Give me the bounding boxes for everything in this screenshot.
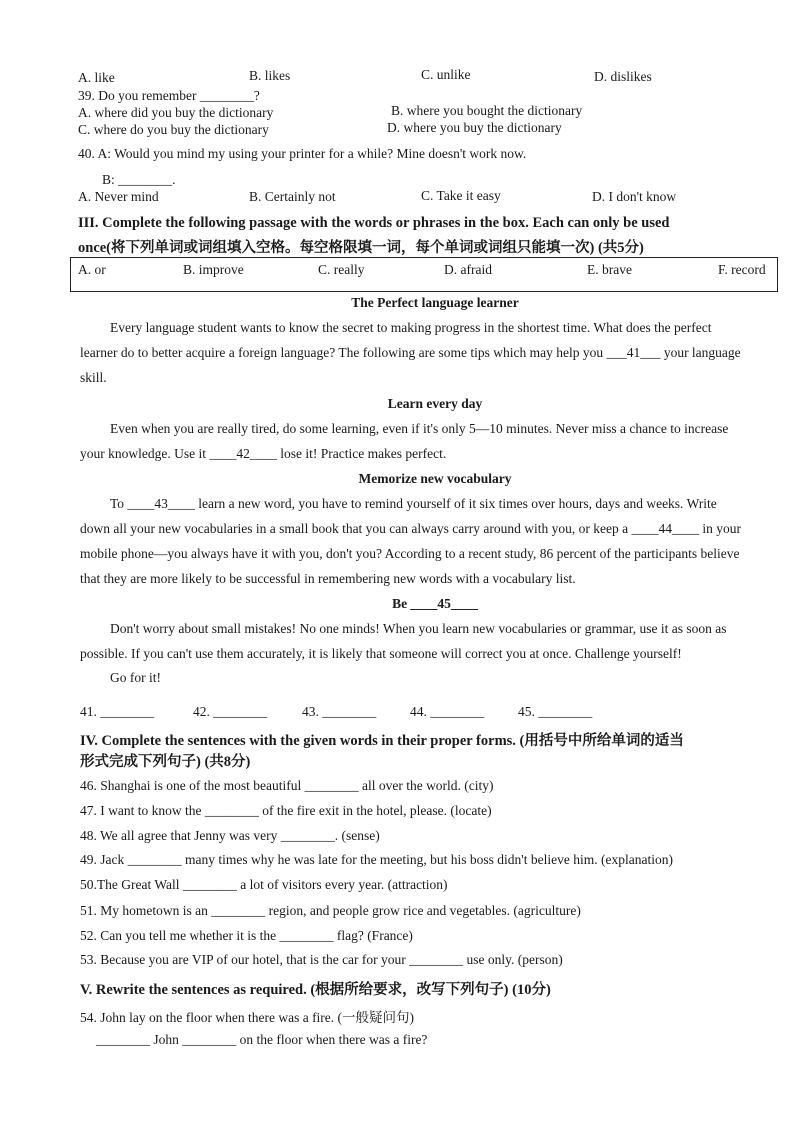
q38-option-d: D. dislikes [594, 69, 652, 84]
box-word-c: C. really [318, 262, 365, 277]
passage-p2-line2: your knowledge. Use it ____42____ lose it! Practice makes perfect. [80, 446, 447, 461]
q50: 50.The Great Wall ________ a lot of visitors every year. (attraction) [80, 877, 448, 892]
q47: 47. I want to know the ________ of the fire exit in the hotel, please. (locate) [80, 803, 492, 818]
passage-p4-line2: possible. If you can't use them accurately, it is likely that someone will correct you at once. Challenge yourself! [80, 646, 682, 661]
q39-option-a: A. where did you buy the dictionary [78, 105, 274, 120]
answer-blank-42[interactable]: 42. ________ [193, 704, 268, 719]
passage-p3-line1: To ____43____ learn a new word, you have to remind yourself of it six times over hours, days and weeks. Write [110, 496, 717, 511]
q38-option-c: C. unlike [421, 67, 471, 82]
section3-heading-line2: once(将下列单词或词组填入空格。每空格限填一词，每个单词或词组只能填一次) (共5分) [78, 240, 644, 256]
section3-heading-line1: III. Complete the following passage with the words or phrases in the box. Each can only be used [78, 215, 670, 231]
q39-option-d: D. where you buy the dictionary [387, 120, 562, 135]
word-box [70, 257, 778, 292]
q38-option-a: A. like [78, 70, 115, 85]
section4-heading-line2: 形式完成下列句子) (共8分) [80, 754, 251, 770]
q39-option-b: B. where you bought the dictionary [391, 103, 583, 118]
subheading-be-blank: Be ____45____ [392, 596, 478, 611]
passage-p1-line2: learner do to better acquire a foreign language? The following are some tips which may help you ___41___ your language [80, 345, 741, 360]
q52: 52. Can you tell me whether it is the ________ flag? (France) [80, 928, 413, 943]
box-word-f: F. record [718, 262, 766, 277]
q40-stem: 40. A: Would you mind my using your printer for a while? Mine doesn't work now. [78, 146, 527, 161]
subheading-memorize: Memorize new vocabulary [358, 471, 512, 486]
box-word-a: A. or [78, 262, 106, 277]
q48: 48. We all agree that Jenny was very ________. (sense) [80, 828, 380, 843]
answer-blank-41[interactable]: 41. ________ [80, 704, 155, 719]
q54: 54. John lay on the floor when there was a fire. (一般疑问句) [80, 1010, 415, 1025]
q40-option-a: A. Never mind [78, 189, 159, 204]
passage-p1-line1: Every language student wants to know the secret to making progress in the shortest time. What does the perfect [110, 320, 712, 335]
q39-option-c: C. where do you buy the dictionary [78, 122, 269, 137]
q46: 46. Shanghai is one of the most beautiful ________ all over the world. (city) [80, 778, 494, 793]
q49: 49. Jack ________ many times why he was late for the meeting, but his boss didn't believe him. (explanation) [80, 852, 673, 867]
subheading-learn-every-day: Learn every day [387, 396, 483, 411]
passage-p3-line3: mobile phone—you always have it with you, don't you? According to a recent study, 86 percent of the participants believe [80, 546, 740, 561]
box-word-d: D. afraid [444, 262, 492, 277]
q51: 51. My hometown is an ________ region, and people grow rice and vegetables. (agriculture) [80, 903, 581, 918]
q40-option-b: B. Certainly not [249, 189, 336, 204]
passage-p3-line4: that they are more likely to be successful in remembering new words with a vocabulary list. [80, 571, 576, 586]
section4-heading-line1: IV. Complete the sentences with the given words in their proper forms. (用括号中所给单词的适当 [80, 733, 684, 749]
box-word-b: B. improve [183, 262, 244, 277]
passage-p4-line3: Go for it! [110, 670, 161, 685]
answer-blank-43[interactable]: 43. ________ [302, 704, 377, 719]
q53: 53. Because you are VIP of our hotel, that is the car for your ________ use only. (person) [80, 952, 563, 967]
section5-heading: V. Rewrite the sentences as required. (根据所给要求，改写下列句子) (10分) [80, 982, 551, 998]
q54-rewrite-blank[interactable]: ________ John ________ on the floor when there was a fire? [96, 1032, 428, 1047]
passage-title: The Perfect language learner [351, 295, 519, 310]
box-word-e: E. brave [587, 262, 632, 277]
passage-p3-line2: down all your new vocabularies in a small book that you can always carry around with you, or keep a ____44____ in your [80, 521, 741, 536]
passage-p4-line1: Don't worry about small mistakes! No one minds! When you learn new vocabularies or grammar, use it as soon as [110, 621, 727, 636]
q38-option-b: B. likes [249, 68, 291, 83]
q40-option-c: C. Take it easy [421, 188, 501, 203]
passage-p2-line1: Even when you are really tired, do some learning, even if it's only 5—10 minutes. Never miss a chance to increase [110, 421, 729, 436]
q40-blank: B: ________. [102, 172, 176, 187]
q39-stem: 39. Do you remember ________? [78, 88, 260, 103]
answer-blank-44[interactable]: 44. ________ [410, 704, 485, 719]
q40-option-d: D. I don't know [592, 189, 677, 204]
passage-p1-line3: skill. [80, 370, 107, 385]
answer-blank-45[interactable]: 45. ________ [518, 704, 593, 719]
